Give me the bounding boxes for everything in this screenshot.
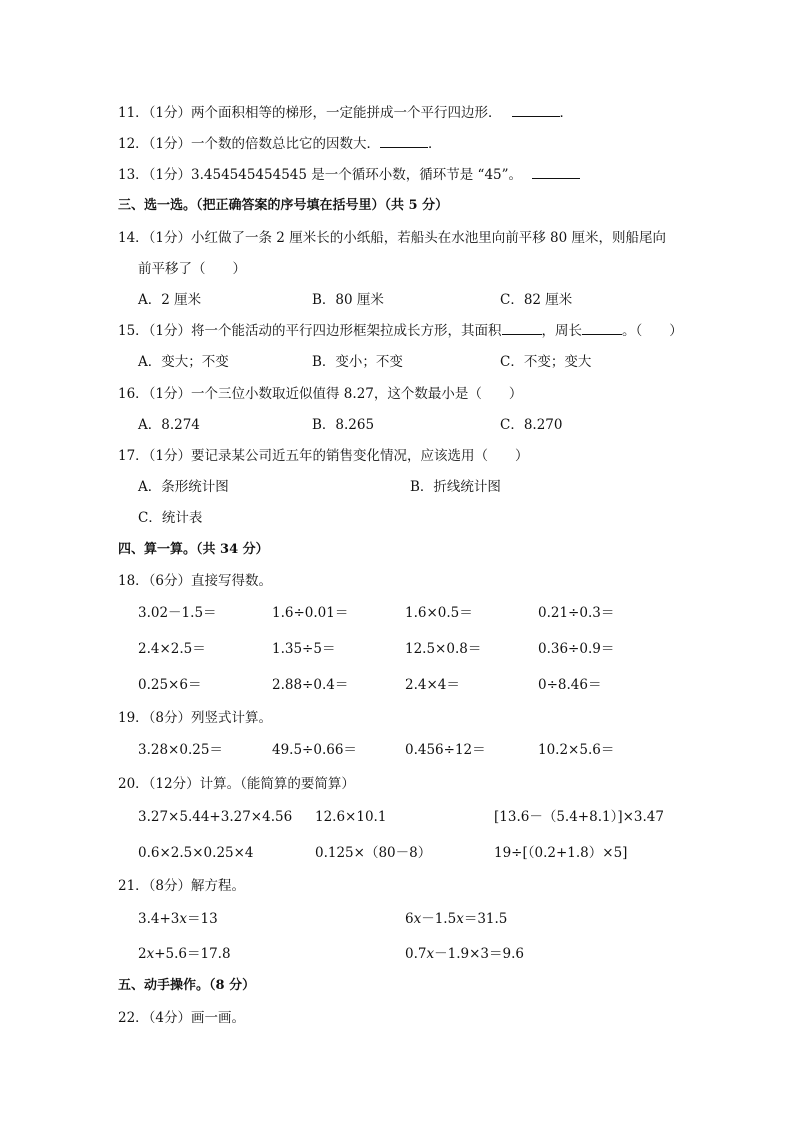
question-12: 12．（1分）一个数的倍数总比它的因数大． ． [118, 136, 442, 152]
q20-item: 0.6×2.5×0.25×4 [138, 845, 254, 861]
section-5-heading: 五、动手操作。（8 分） [118, 978, 256, 993]
question-18: 18．（6分）直接写得数。 [118, 573, 273, 589]
q20-item: 12.6×10.1 [315, 809, 387, 825]
q18-item: 2.4×2.5＝ [138, 641, 206, 657]
q19-item: 49.5÷0.66＝ [272, 742, 357, 758]
question-11: 11．（1分）两个面积相等的梯形，一定能拼成一个平行四边形． ． [118, 105, 574, 121]
question-17: 17．（1分）要记录某公司近五年的销售变化情况，应该选用（ ） [118, 448, 529, 464]
q18-item: 1.6×0.5＝ [405, 605, 473, 621]
answer-blank[interactable] [582, 322, 622, 335]
question-14: 14．（1分）小红做了一条 2 厘米长的小纸船，若船头在水池里向前平移 80 厘米，则船尾向 [118, 230, 666, 246]
q18-item: 1.6÷0.01＝ [272, 605, 349, 621]
q18-item: 0.21÷0.3＝ [538, 605, 615, 621]
section-3-heading: 三、选一选。（把正确答案的序号填在括号里）（共 5 分） [118, 198, 449, 213]
q15-option-c[interactable]: C．不变；变大 [500, 354, 592, 370]
q18-item: 0÷8.46＝ [538, 677, 602, 693]
q16-option-c[interactable]: C．8.270 [500, 417, 563, 433]
q20-item: 3.27×5.44+3.27×4.56 [138, 809, 293, 825]
q15-option-b[interactable]: B．变小；不变 [312, 354, 403, 370]
q17-option-a[interactable]: A．条形统计图 [138, 479, 229, 495]
q14-option-a[interactable]: A．2 厘米 [138, 292, 202, 308]
q18-item: 1.35÷5＝ [272, 641, 336, 657]
answer-blank[interactable] [532, 166, 580, 179]
q15-option-a[interactable]: A．变大；不变 [138, 354, 229, 370]
question-14-continuation: 前平移了（ ） [138, 261, 246, 277]
answer-blank[interactable] [512, 104, 560, 117]
q19-item: 10.2×5.6＝ [538, 742, 615, 758]
q18-item: 2.4×4＝ [405, 677, 460, 693]
q18-item: 0.25×6＝ [138, 677, 202, 693]
question-15: 15．（1分）将一个能活动的平行四边形框架拉成长方形，其面积 ，周长 。（ ） [118, 323, 683, 339]
q14-option-b[interactable]: B．80 厘米 [312, 292, 384, 308]
q18-item: 12.5×0.8＝ [405, 641, 482, 657]
q16-option-b[interactable]: B．8.265 [312, 417, 375, 433]
q20-item: 0.125×（80－8） [315, 845, 432, 861]
q19-item: 3.28×0.25＝ [138, 742, 223, 758]
q18-item: 2.88÷0.4＝ [272, 677, 349, 693]
section-4-heading: 四、算一算。（共 34 分） [118, 542, 269, 557]
question-16: 16．（1分）一个三位小数取近似值得 8.27，这个数最小是（ ） [118, 386, 523, 402]
q21-equation: 6x－1.5x＝31.5 [405, 911, 508, 927]
q17-option-c[interactable]: C．统计表 [138, 510, 203, 526]
question-20: 20．（12分）计算。（能简算的要简算） [118, 776, 355, 792]
q18-item: 3.02－1.5＝ [138, 605, 217, 621]
q21-equation: 3.4+3x＝13 [138, 911, 218, 927]
question-22: 22．（4分）画一画。 [118, 1010, 246, 1026]
q17-option-b[interactable]: B．折线统计图 [410, 479, 501, 495]
question-21: 21．（8分）解方程。 [118, 878, 246, 894]
q20-item: 19÷[（0.2+1.8）×5] [494, 845, 628, 861]
q20-item: [13.6－（5.4+8.1）]×3.47 [494, 809, 664, 825]
q21-equation: 0.7x－1.9×3＝9.6 [405, 946, 524, 962]
question-19: 19．（8分）列竖式计算。 [118, 710, 273, 726]
answer-blank[interactable] [380, 135, 428, 148]
q18-item: 0.36÷0.9＝ [538, 641, 615, 657]
question-13: 13．（1分）3.454545454545 是一个循环小数，循环节是 “45”。 [118, 166, 580, 184]
q14-option-c[interactable]: C．82 厘米 [500, 292, 573, 308]
q19-item: 0.456÷12＝ [405, 742, 486, 758]
q16-option-a[interactable]: A．8.274 [138, 417, 200, 433]
q21-equation: 2x+5.6＝17.8 [138, 946, 231, 962]
answer-blank[interactable] [502, 322, 542, 335]
